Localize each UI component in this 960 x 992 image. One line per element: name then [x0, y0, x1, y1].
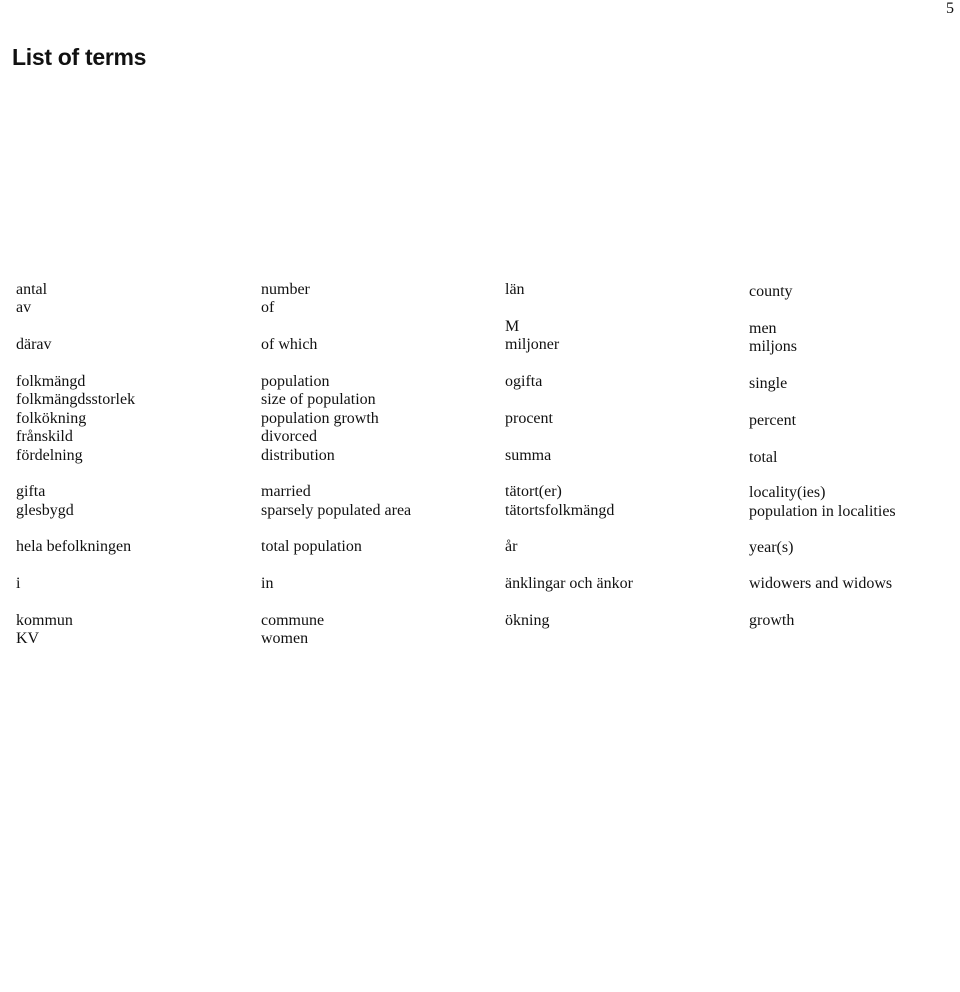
swedish-term: tätortsfolkmängd	[505, 502, 615, 519]
english-term: total	[749, 449, 778, 466]
swedish-term: därav	[16, 336, 52, 353]
english-term: miljons	[749, 338, 798, 355]
swedish-term: ökning	[505, 612, 550, 629]
english-term: men	[749, 320, 777, 337]
english-term: of	[261, 299, 275, 316]
swedish-term: fördelning	[16, 447, 83, 464]
english-term: of which	[261, 336, 318, 353]
swedish-term: antal	[16, 281, 48, 298]
swedish-term: län	[505, 281, 525, 298]
english-term: size of population	[261, 391, 376, 408]
swedish-term: frånskild	[16, 428, 73, 445]
page-title: List of terms	[12, 44, 147, 70]
swedish-term: miljoner	[505, 336, 560, 353]
swedish-term: procent	[505, 410, 553, 427]
swedish-term: glesbygd	[16, 502, 74, 519]
swedish-term: folkmängdsstorlek	[16, 391, 136, 408]
swedish-term: ogifta	[505, 373, 543, 390]
swedish-term: änklingar och änkor	[505, 575, 633, 592]
english-term: married	[261, 483, 311, 500]
english-term: divorced	[261, 428, 317, 445]
english-term: percent	[749, 412, 797, 429]
swedish-term: av	[16, 299, 32, 316]
english-term: women	[261, 630, 309, 647]
swedish-term: folkökning	[16, 410, 87, 427]
swedish-term: kommun	[16, 612, 73, 629]
english-term: year(s)	[749, 539, 794, 556]
english-term: sparsely populated area	[261, 502, 412, 519]
swedish-term: tätort(er)	[505, 483, 562, 500]
english-term: distribution	[261, 447, 335, 464]
english-term: population growth	[261, 410, 379, 427]
english-term: commune	[261, 612, 325, 629]
english-term: county	[749, 283, 793, 300]
english-term: number	[261, 281, 310, 298]
swedish-term: KV	[16, 630, 40, 647]
english-term: in	[261, 575, 274, 592]
swedish-term: folkmängd	[16, 373, 86, 390]
english-term: single	[749, 375, 788, 392]
swedish-term: summa	[505, 447, 552, 464]
swedish-term: i	[16, 575, 21, 592]
english-term: locality(ies)	[749, 484, 826, 501]
english-term: population in localities	[749, 503, 896, 520]
english-term: population	[261, 373, 330, 390]
english-term: total population	[261, 538, 362, 555]
english-term: widowers and widows	[749, 575, 893, 592]
page-number: 5	[946, 0, 954, 17]
swedish-term: gifta	[16, 483, 46, 500]
swedish-term: M	[505, 318, 520, 335]
swedish-term: år	[505, 538, 518, 555]
swedish-term: hela befolkningen	[16, 538, 132, 555]
english-term: growth	[749, 612, 795, 629]
